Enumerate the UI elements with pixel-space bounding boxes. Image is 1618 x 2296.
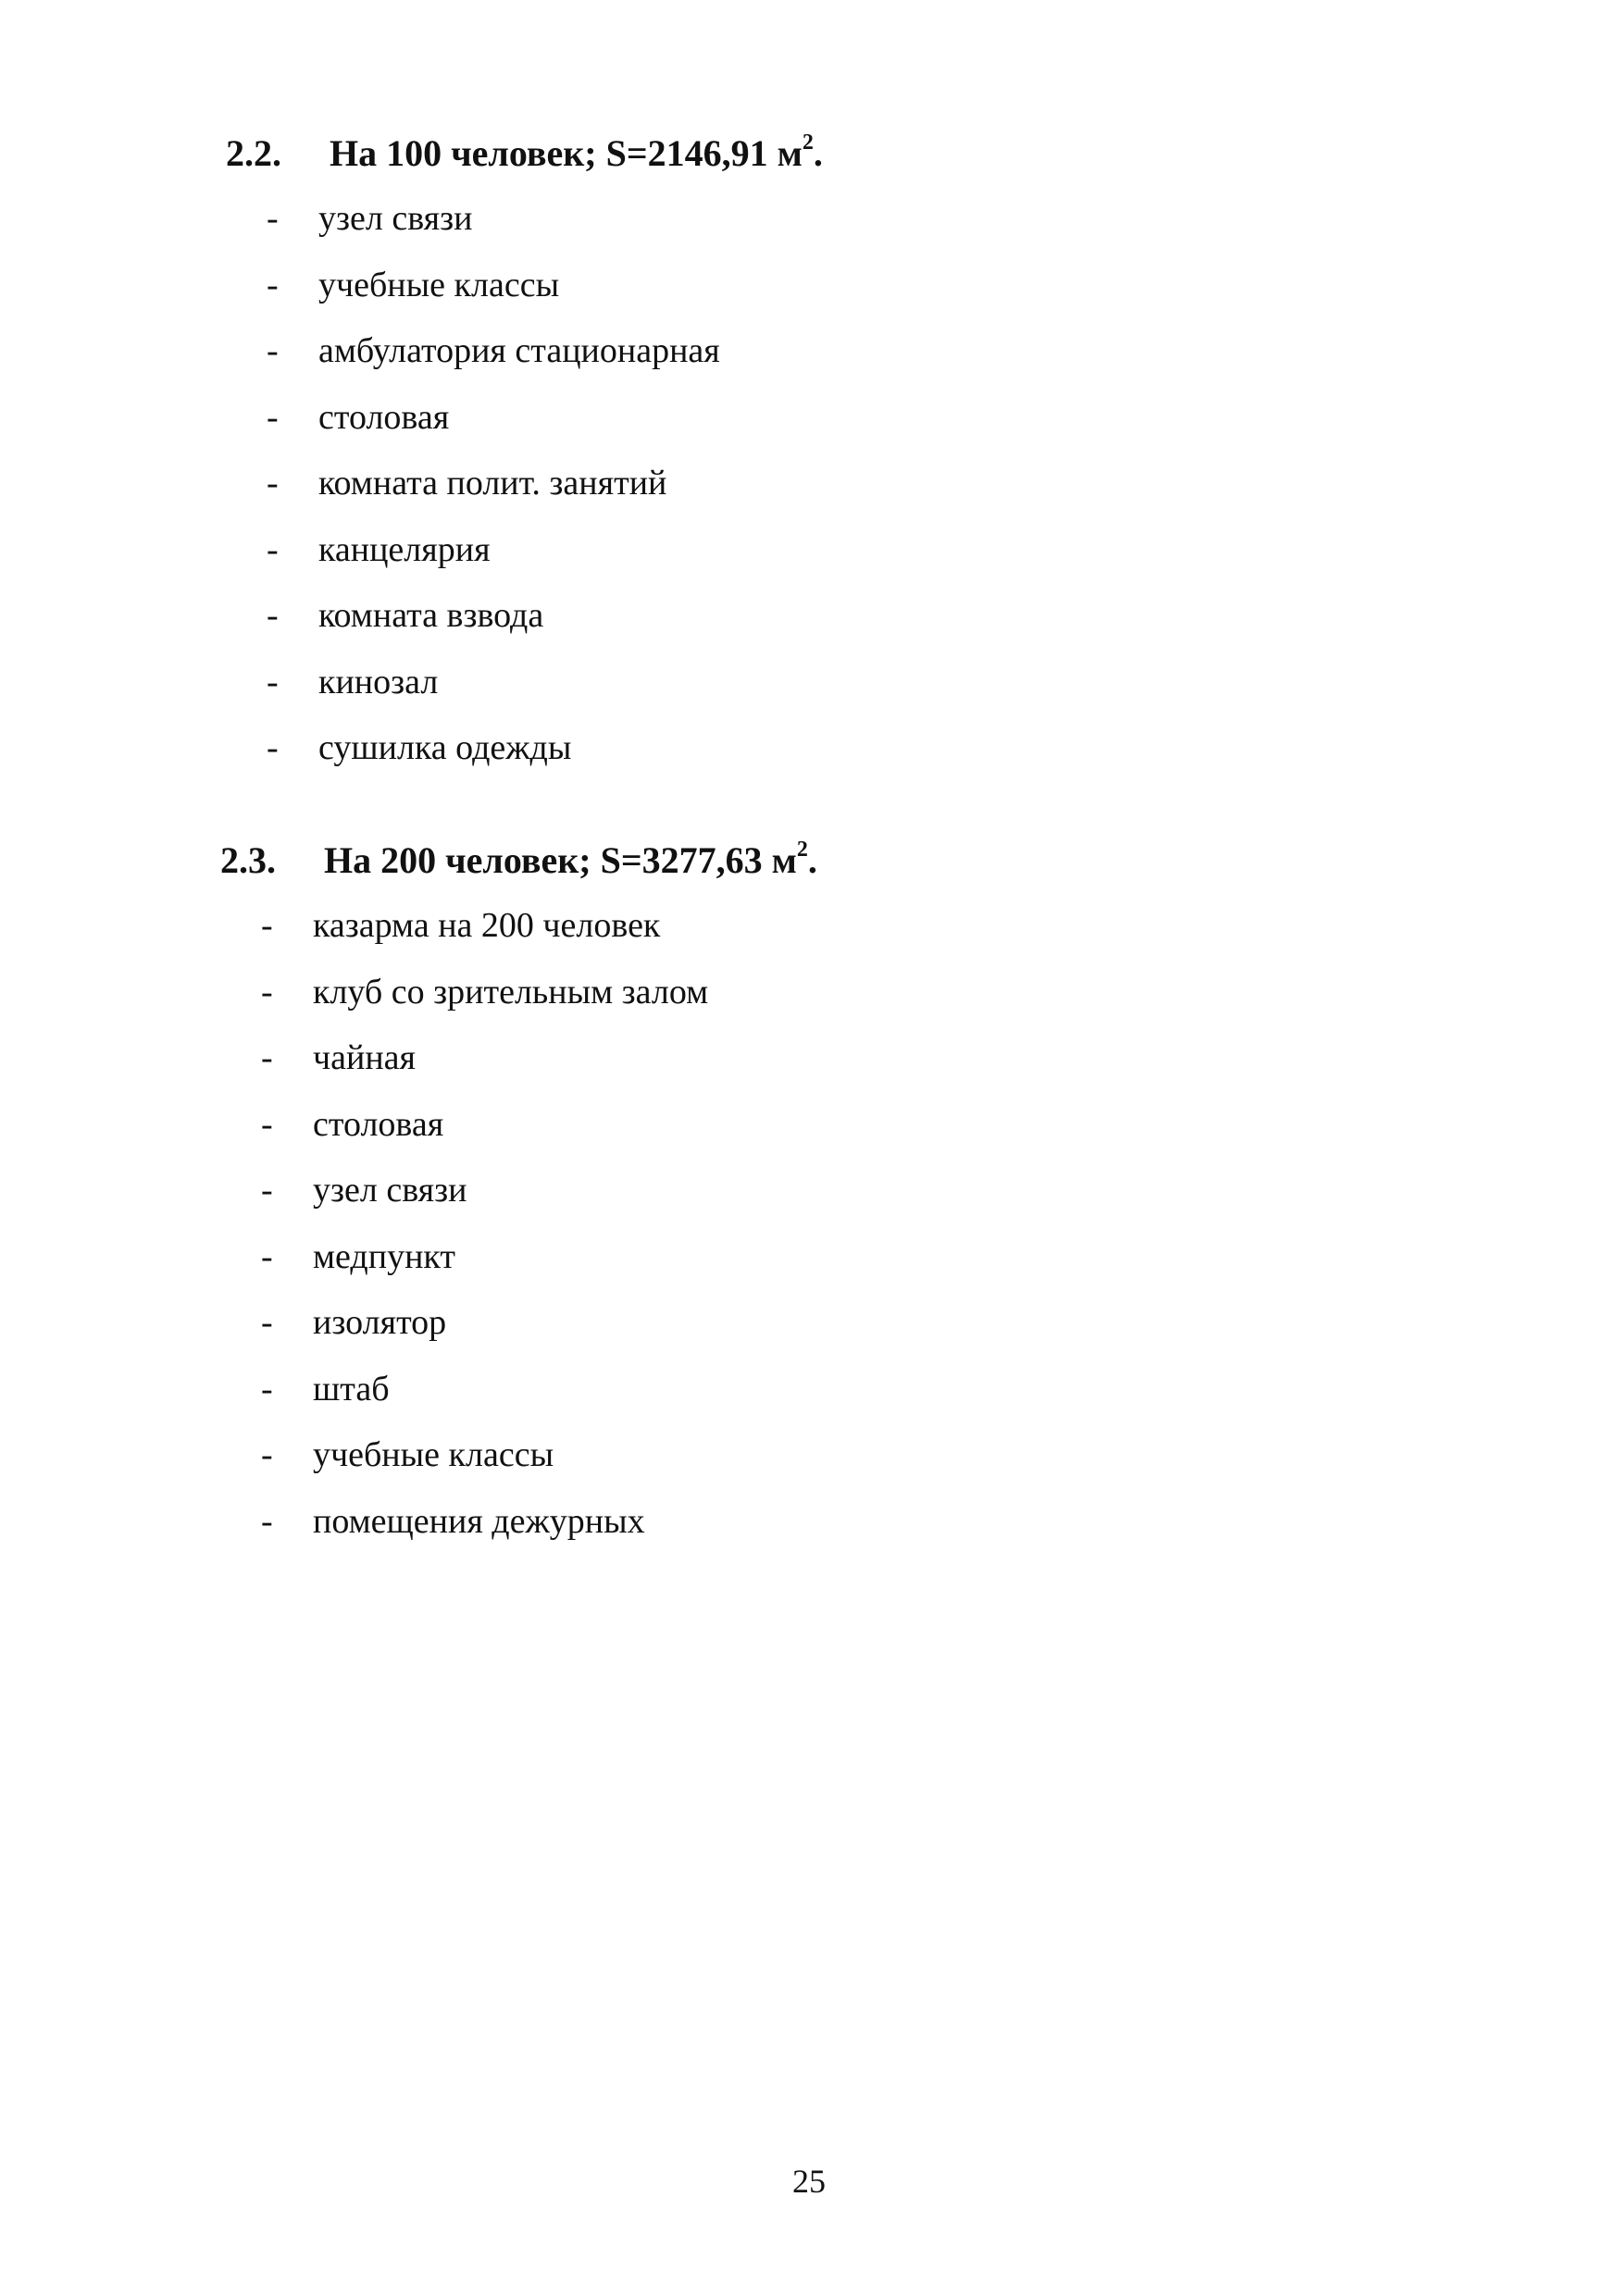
list-marker: -	[267, 331, 279, 370]
list-marker: -	[261, 1236, 273, 1276]
list-marker: -	[267, 529, 279, 569]
list-item-text: столовая	[313, 1104, 444, 1144]
list-item-text: учебные классы	[313, 1435, 554, 1474]
list-item	[261, 903, 708, 970]
list-item-text: узел связи	[318, 199, 473, 238]
list-item	[261, 1300, 708, 1367]
list-item	[267, 329, 720, 395]
section-heading-2-3	[220, 838, 817, 883]
section-list-2-3	[261, 903, 708, 1565]
list-item-text: комната полит. занятий	[318, 464, 667, 503]
list-item	[267, 527, 720, 594]
list-marker: -	[261, 1303, 273, 1342]
list-item	[267, 263, 720, 329]
list-marker: -	[267, 265, 279, 304]
section-heading-2-2	[226, 131, 823, 176]
list-item	[261, 1235, 708, 1301]
list-marker: -	[267, 397, 279, 437]
list-item-text: клуб со зрительным залом	[313, 972, 709, 1011]
list-item-text: медпункт	[313, 1236, 455, 1276]
list-item-text: учебные классы	[318, 265, 560, 304]
list-item-text: узел связи	[313, 1171, 467, 1210]
superscript: 2	[796, 837, 808, 862]
section-number: 2.2.	[226, 132, 281, 174]
list-marker: -	[267, 662, 279, 701]
list-item	[267, 395, 720, 462]
superscript: 2	[802, 130, 814, 155]
section-title: На 100 человек; S=2146,91 м	[330, 132, 803, 174]
list-marker: -	[267, 728, 279, 767]
list-item-text: помещения дежурных	[313, 1501, 645, 1541]
list-item	[267, 461, 720, 527]
list-item-text: комната взвода	[318, 596, 544, 635]
title-end: .	[807, 839, 817, 881]
list-marker: -	[261, 1369, 273, 1409]
list-item	[261, 970, 708, 1036]
section-number: 2.3.	[220, 839, 276, 881]
list-item-text: изолятор	[313, 1303, 447, 1342]
list-marker: -	[261, 906, 273, 945]
list-item	[261, 1168, 708, 1235]
list-marker: -	[267, 199, 279, 238]
list-item-text: чайная	[313, 1038, 416, 1077]
list-marker: -	[267, 596, 279, 635]
list-item	[267, 726, 720, 792]
list-marker: -	[261, 1038, 273, 1077]
list-item-text: канцелярия	[318, 529, 491, 569]
list-item	[261, 1433, 708, 1499]
title-end: .	[813, 132, 823, 174]
list-marker: -	[267, 464, 279, 503]
list-item	[261, 1367, 708, 1433]
list-item-text: штаб	[313, 1369, 390, 1409]
list-marker: -	[261, 1104, 273, 1144]
list-marker: -	[261, 972, 273, 1011]
page-number: 25	[792, 2163, 826, 2200]
list-item	[261, 1499, 708, 1566]
list-item	[267, 196, 720, 263]
list-marker: -	[261, 1435, 273, 1474]
section-list-2-2	[267, 196, 720, 792]
list-item-text: столовая	[318, 397, 450, 437]
list-item	[267, 593, 720, 660]
list-item	[261, 1102, 708, 1169]
section-title: На 200 человек; S=3277,63 м	[324, 839, 797, 881]
list-marker: -	[261, 1501, 273, 1541]
list-item-text: кинозал	[318, 662, 439, 701]
list-item	[267, 660, 720, 726]
list-marker: -	[261, 1171, 273, 1210]
list-item-text: сушилка одежды	[318, 728, 572, 767]
list-item-text: амбулатория стационарная	[318, 331, 720, 370]
list-item	[261, 1036, 708, 1102]
list-item-text: казарма на 200 человек	[313, 906, 661, 945]
